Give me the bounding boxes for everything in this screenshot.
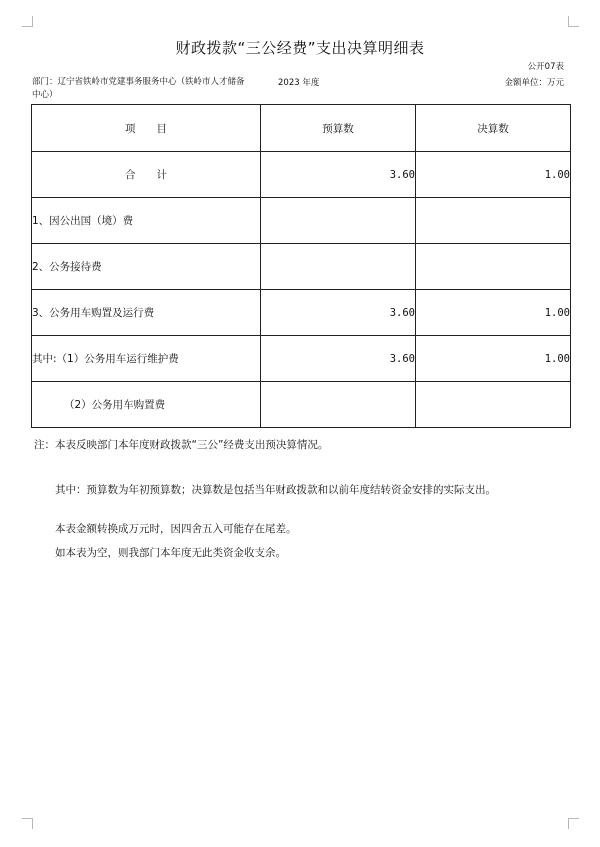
page-corner-mark <box>568 16 579 27</box>
row-label: （2）公务用车购置费 <box>32 382 261 428</box>
table-row <box>32 152 571 198</box>
page-corner-mark <box>22 818 33 829</box>
fiscal-year: 2023 年度 <box>278 78 320 88</box>
page-corner-mark <box>568 818 579 829</box>
row-label: 3、公务用车购置及运行费 <box>32 290 261 336</box>
table-row <box>32 198 571 244</box>
budget-value <box>261 198 416 244</box>
note-line: 其中：预算数为年初预算数；决算数是包括当年财政拨款和以前年度结转资金安排的实际支出。 <box>55 484 496 496</box>
column-header-actual: 决算数 <box>416 105 571 152</box>
form-number: 公开07表 <box>527 62 564 72</box>
expenditure-table <box>31 104 571 428</box>
actual-value: 1.00 <box>416 336 571 382</box>
table-row <box>32 382 571 428</box>
budget-value: 3.60 <box>261 152 416 198</box>
table-header-row <box>32 105 571 152</box>
note-line: 注：本表反映部门本年度财政拨款“三公”经费支出预决算情况。 <box>34 439 329 451</box>
actual-value <box>416 244 571 290</box>
column-header-budget: 预算数 <box>261 105 416 152</box>
document-title: 财政拨款“三公经费”支出决算明细表 <box>175 39 425 57</box>
row-label: 2、公务接待费 <box>32 244 261 290</box>
budget-value: 3.60 <box>261 336 416 382</box>
actual-value <box>416 198 571 244</box>
table-row <box>32 244 571 290</box>
column-header-item: 项 目 <box>32 105 261 152</box>
table-row <box>32 336 571 382</box>
page-corner-mark <box>22 16 33 27</box>
actual-value: 1.00 <box>416 290 571 336</box>
actual-value <box>416 382 571 428</box>
note-line: 如本表为空，则我部门本年度无此类资金收支余。 <box>55 547 286 559</box>
budget-value <box>261 244 416 290</box>
budget-value: 3.60 <box>261 290 416 336</box>
row-label: 合 计 <box>32 152 261 198</box>
row-label: 其中:（1）公务用车运行维护费 <box>32 336 261 382</box>
department-label: 部门：辽宁省铁岭市党建事务服务中心（铁岭市人才储备中心） <box>32 77 245 100</box>
amount-unit: 金额单位：万元 <box>504 78 564 88</box>
row-label: 1、因公出国（境）费 <box>32 198 261 244</box>
actual-value: 1.00 <box>416 152 571 198</box>
budget-value <box>261 382 416 428</box>
table-row <box>32 290 571 336</box>
note-line: 本表金额转换成万元时，因四舍五入可能存在尾差。 <box>55 523 297 535</box>
